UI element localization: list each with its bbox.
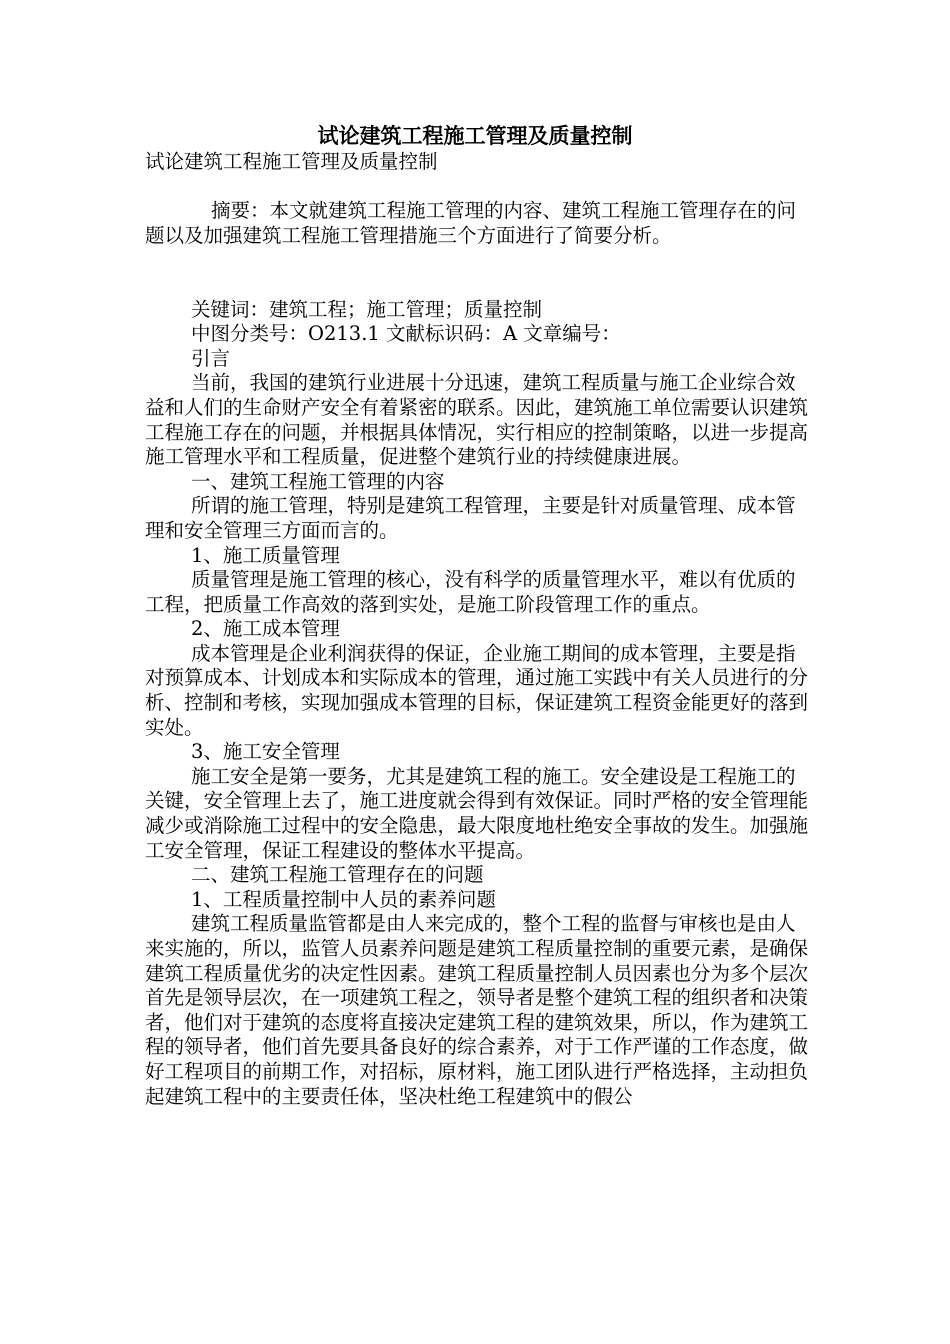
- section-heading: 一、建筑工程施工管理的内容: [191, 469, 445, 493]
- subsection-heading: 3、施工安全管理: [191, 740, 340, 764]
- blank-line: [145, 248, 813, 273]
- classification-line: 中图分类号：O213.1 文献标识码：A 文章编号：: [191, 322, 621, 346]
- subsection-paragraph: 成本管理是企业利润获得的保证，企业施工期间的成本管理，主要是指对预算成本、计划成本和实际成本的管理，通过施工实践中有关人员进行的分析、控制和考核，实现加强成本管理的目标，保证建筑工程资金能更好的落到实处。: [145, 641, 809, 739]
- document-subtitle: 试论建筑工程施工管理及质量控制: [145, 150, 438, 173]
- blank-line: [145, 273, 813, 298]
- keywords-line: 关键词：建筑工程；施工管理；质量控制: [191, 297, 543, 321]
- document-title: 试论建筑工程施工管理及质量控制: [317, 123, 633, 148]
- subsection-heading: 2、施工成本管理: [191, 617, 340, 641]
- subsection-heading: 1、工程质量控制中人员的素养问题: [191, 887, 496, 911]
- blank-line: [145, 175, 813, 200]
- subsection-paragraph: 建筑工程质量监管都是由人来完成的，整个工程的监督与审核也是由人来实施的，所以，监管人员素养问题是建筑工程质量控制的重要元素，是确保建筑工程质量优劣的决定性因素。建筑工程质量控制人员因素也分为多个层次首先是领导层次，在一项建筑工程之，领导者是整个建筑工程的组织者和决策者，他们对于建筑的态度将直接决定建筑工程的建筑效果，所以，作为建筑工程的领导者，他们首先要具备良好的综合素养，对于工作严谨的工作态度，做好工程项目的前期工作，对招标，原材料，施工团队进行严格选择，主动担负起建筑工程中的主要责任体，坚决杜绝工程建筑中的假公: [145, 912, 809, 1108]
- intro-paragraph: 当前，我国的建筑行业进展十分迅速，建筑工程质量与施工企业综合效益和人们的生命财产安全有着紧密的联系。因此，建筑施工单位需要认识建筑工程施工存在的问题，并根据具体情况，实行相应的控制策略，以进一步提高施工管理水平和工程质量，促进整个建筑行业的持续健康进展。: [145, 371, 809, 469]
- document-body: [145, 150, 813, 1109]
- intro-heading: 引言: [191, 346, 231, 370]
- subsection-paragraph: 施工安全是第一要务，尤其是建筑工程的施工。安全建设是工程施工的关键，安全管理上去了，施工进度就会得到有效保证。同时严格的安全管理能减少或消除施工过程中的安全隐患，最大限度地杜绝安全事故的发生。加强施工安全管理，保证工程建设的整体水平提高。: [145, 764, 809, 862]
- section-heading: 二、建筑工程施工管理存在的问题: [191, 863, 484, 887]
- subsection-heading: 1、施工质量管理: [191, 543, 340, 567]
- subsection-paragraph: 质量管理是施工管理的核心，没有科学的质量管理水平，难以有优质的工程，把质量工作高效的落到实处，是施工阶段管理工作的重点。: [145, 568, 796, 616]
- abstract-paragraph: 摘要：本文就建筑工程施工管理的内容、建筑工程施工管理存在的问题以及加强建筑工程施工管理措施三个方面进行了简要分析。: [145, 199, 797, 247]
- section-paragraph: 所谓的施工管理，特别是建筑工程管理，主要是针对质量管理、成本管理和安全管理三方面而言的。: [145, 494, 796, 542]
